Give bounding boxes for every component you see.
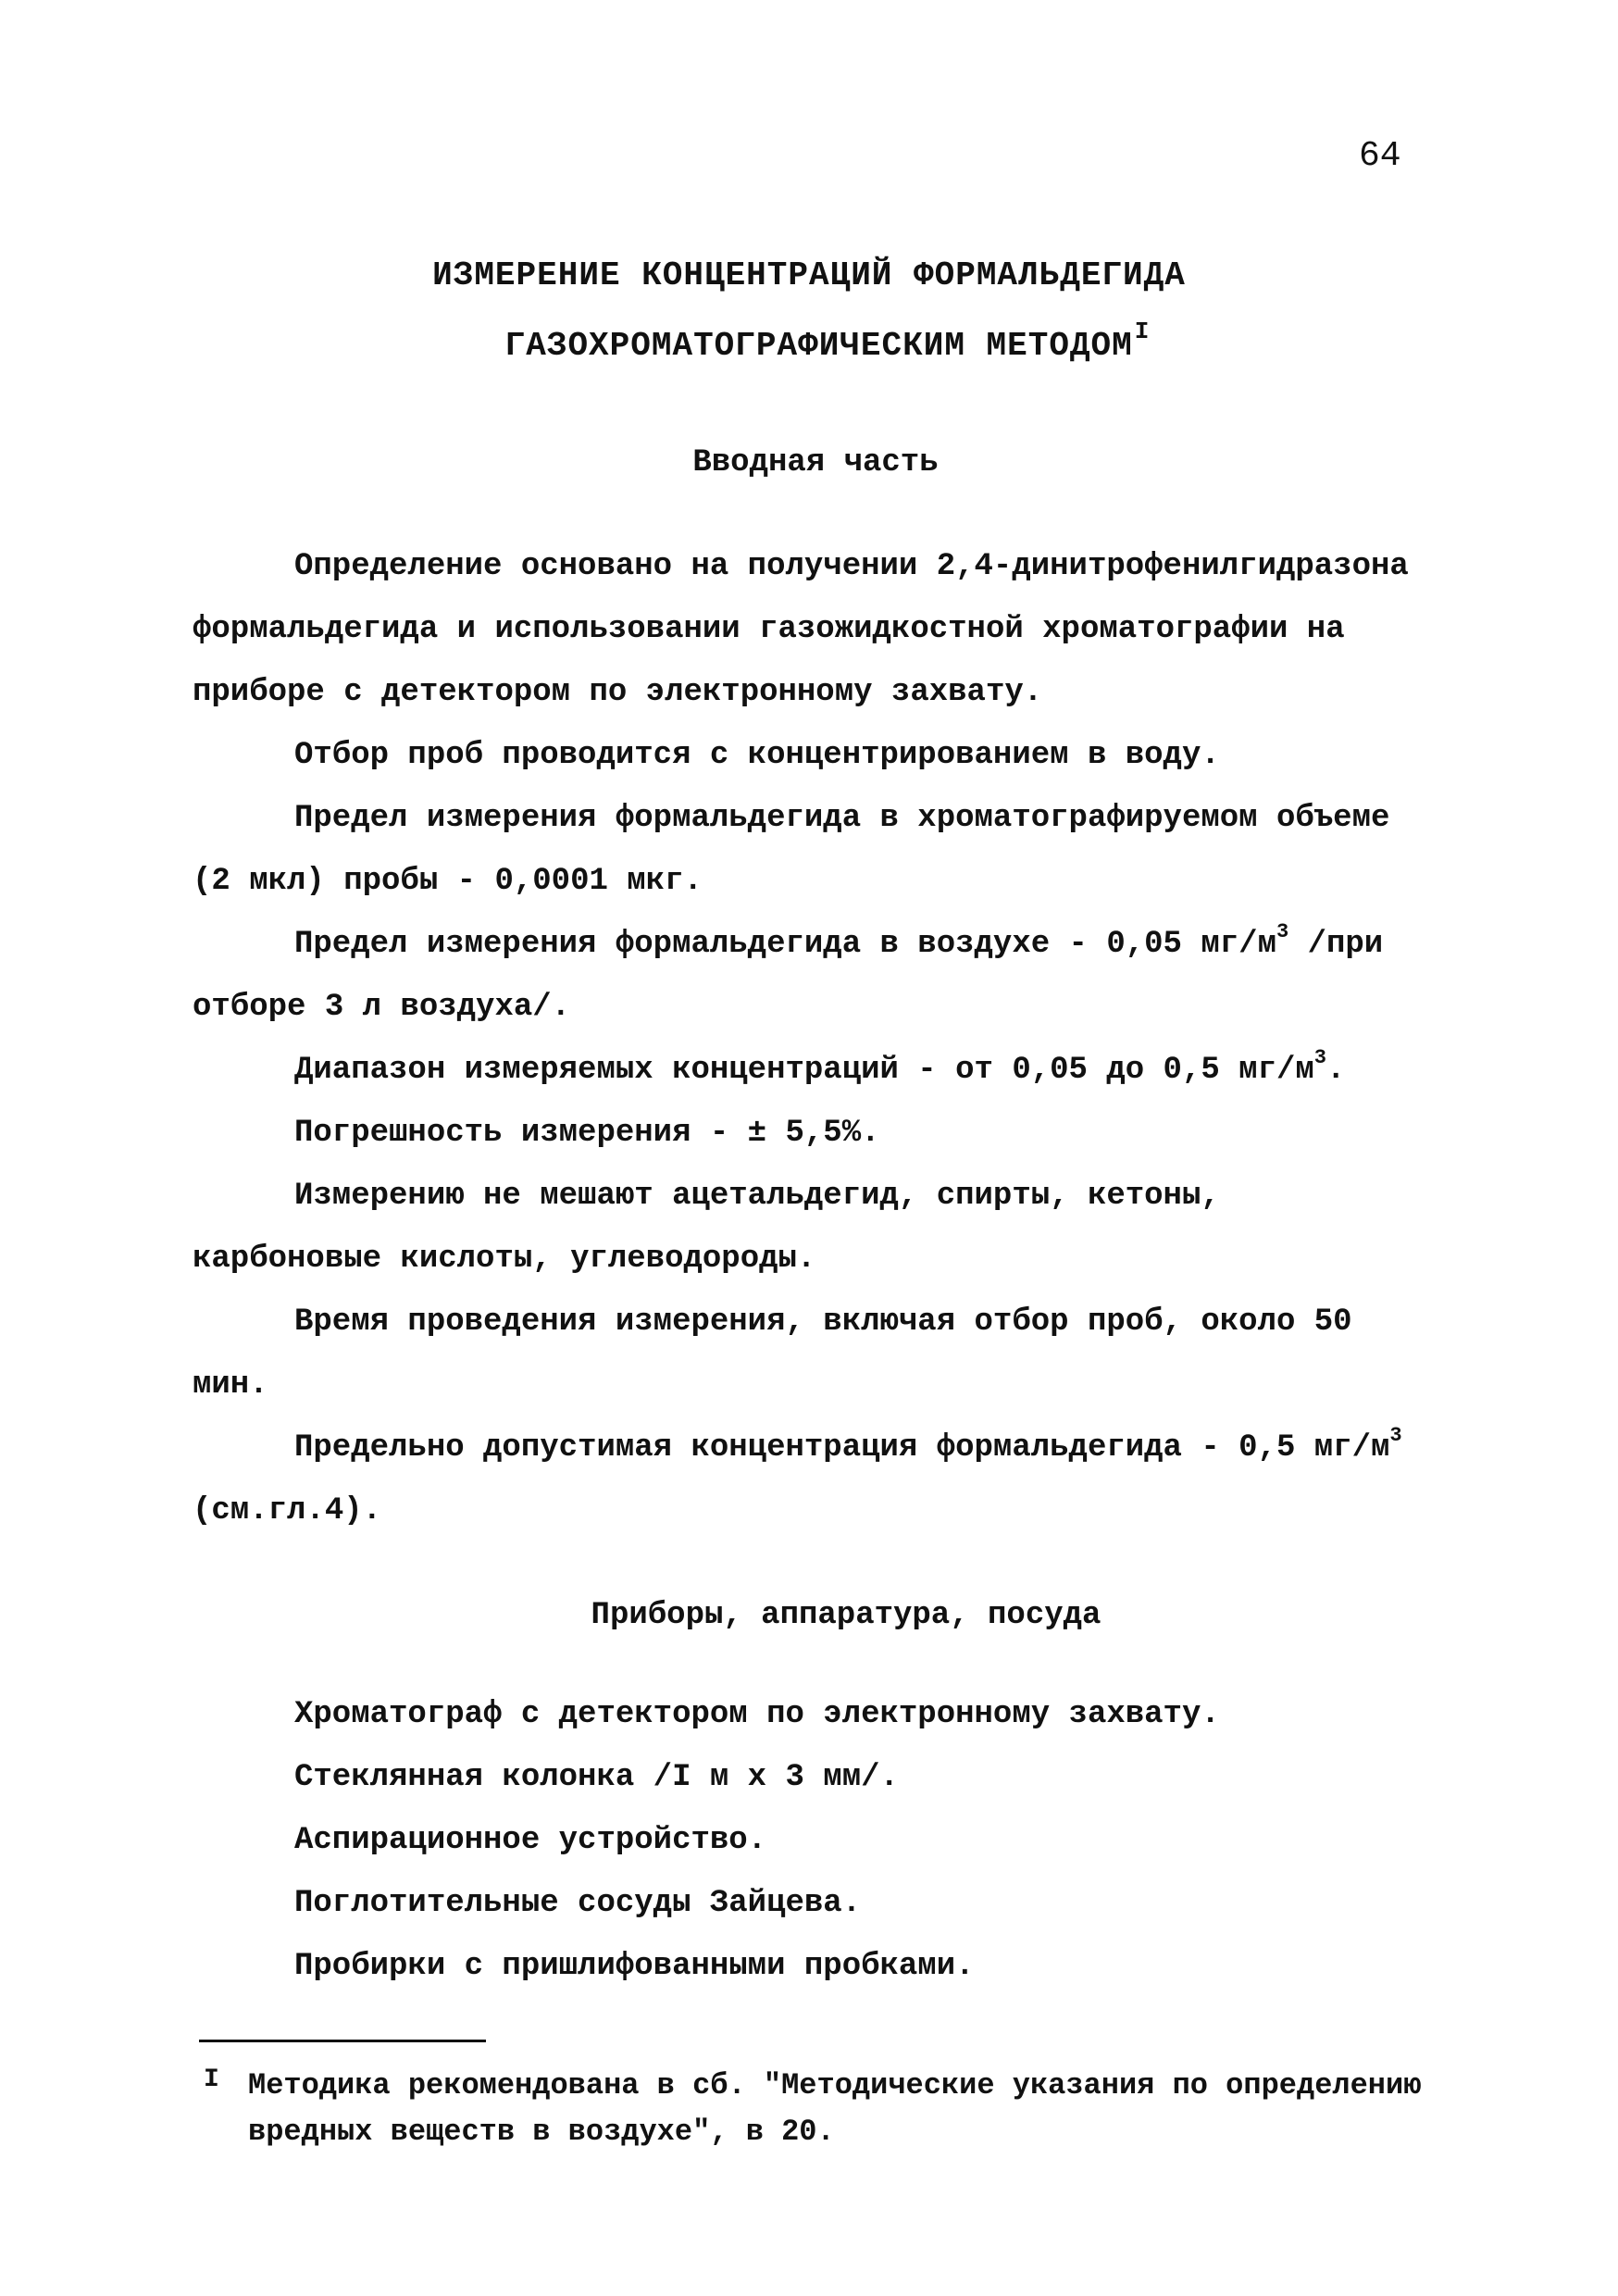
document-title xyxy=(0,248,1618,374)
paragraph-tail: . xyxy=(1326,1053,1346,1088)
paragraph-tail: /при отборе 3 л воздуха/. xyxy=(193,927,1384,1025)
paragraph-mac xyxy=(193,1416,1414,1542)
equipment-list xyxy=(294,1683,1220,1998)
paragraph-text: Время проведения измерения, включая отбор проб, около 50 мин. xyxy=(193,1304,1352,1403)
list-item: Поглотительные сосуды Зайцева. xyxy=(294,1886,862,1921)
page-number: 64 xyxy=(1359,136,1401,176)
paragraph-text: Погрешность измерения - ± 5,5%. xyxy=(294,1116,880,1151)
paragraph-sampling xyxy=(193,724,1414,787)
paragraph-principle xyxy=(193,535,1414,724)
paragraph-text: Диапазон измеряемых концентраций - от 0,05 до 0,5 мг/м xyxy=(294,1053,1314,1088)
paragraph-interference xyxy=(193,1165,1414,1291)
section-heading-equipment: Приборы, аппаратура, посуда xyxy=(591,1598,1101,1633)
paragraph-text: Предел измерения формальдегида в воздухе - 0,05 мг/м xyxy=(294,927,1276,962)
title-line-1: ИЗМЕРЕНИЕ КОНЦЕНТРАЦИЙ ФОРМАЛЬДЕГИДА xyxy=(432,256,1186,294)
superscript: 3 xyxy=(1389,1424,1402,1447)
footnote-divider xyxy=(199,2040,486,2042)
paragraph-text: Предельно допустимая концентрация формальдегида - 0,5 мг/м xyxy=(294,1430,1390,1466)
list-item: Аспирационное устройство. xyxy=(294,1823,767,1858)
paragraph-text: Измерению не мешают ацетальдегид, спирты, кетоны, карбоновые кислоты, углеводороды. xyxy=(193,1179,1220,1277)
paragraph-limit-sample xyxy=(193,787,1414,913)
section-heading-intro: Вводная часть xyxy=(692,445,939,480)
intro-section-body xyxy=(193,535,1414,1542)
footnote xyxy=(204,2063,1425,2155)
title-line-2-text: ГАЗОХРОМАТОГРАФИЧЕСКИМ МЕТОДОМ xyxy=(504,327,1133,365)
title-footnote-ref: I xyxy=(1134,318,1151,345)
list-item: Хроматограф с детектором по электронному захвату. xyxy=(294,1697,1220,1732)
paragraph-limit-air xyxy=(193,913,1414,1039)
footnote-text: Методика рекомендована в сб. "Методические указания по определению вредных веществ в воздухе", в 20. xyxy=(248,2068,1422,2149)
paragraph-text: Определение основано на получении 2,4-динитрофенилгидразона формальдегида и использовании газожидкостной хроматографии на приборе с детектором по электронному захвату. xyxy=(193,549,1409,710)
paragraph-range xyxy=(193,1039,1414,1102)
superscript: 3 xyxy=(1313,1046,1326,1069)
superscript: 3 xyxy=(1276,920,1289,943)
list-item: Пробирки с пришлифованными пробками. xyxy=(294,1949,975,1984)
paragraph-text: Предел измерения формальдегида в хроматографируемом объеме (2 мкл) пробы - 0,0001 мкг. xyxy=(193,801,1390,899)
paragraph-text: Отбор проб проводится с концентрированием в воду. xyxy=(294,738,1220,773)
list-item: Стеклянная колонка /I м x 3 мм/. xyxy=(294,1760,899,1795)
paragraph-tail: (см.гл.4). xyxy=(193,1493,382,1529)
title-line-2 xyxy=(0,304,1618,374)
paragraph-duration xyxy=(193,1291,1414,1416)
footnote-marker: I xyxy=(204,2065,219,2094)
paragraph-error xyxy=(193,1102,1414,1165)
